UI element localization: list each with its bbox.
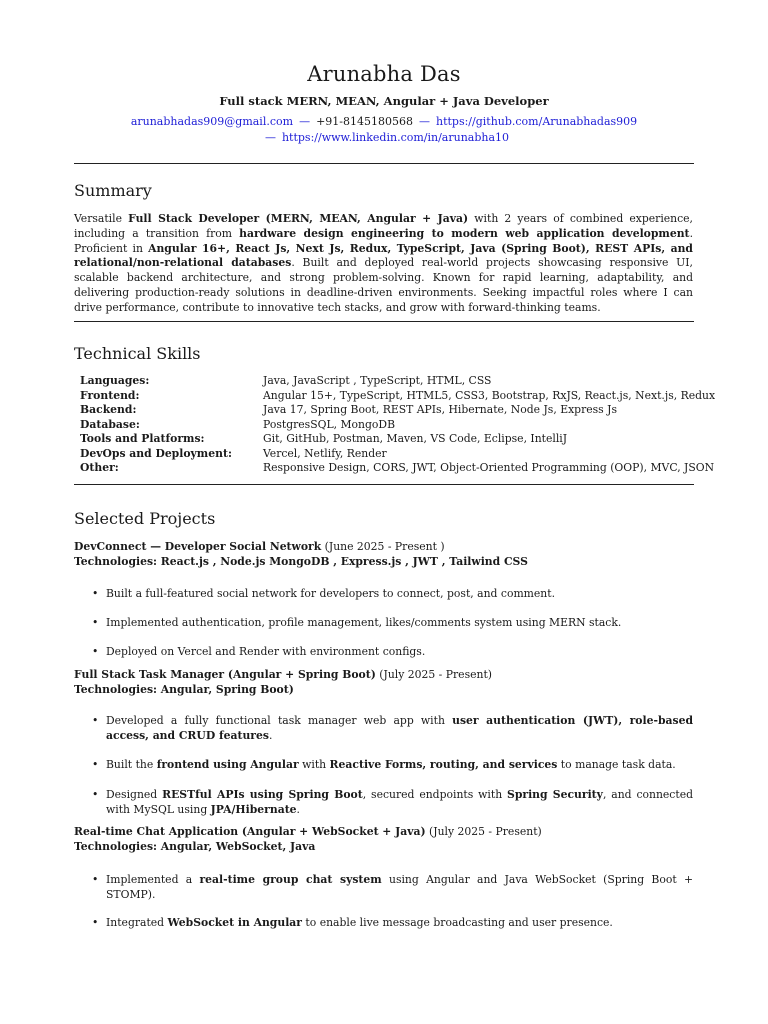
project-tech: Technologies: Angular, WebSocket, Java bbox=[74, 839, 316, 853]
bullet-text bbox=[106, 713, 693, 743]
bullet-bold: JPA/Hibernate bbox=[210, 803, 297, 816]
project-name: DevConnect — Developer Social Network bbox=[74, 540, 322, 553]
summary-part: . Built and deployed real-world projects showcasing responsive UI, scalable backend architecture, and strong problem-solving. Known for rapid learning, adaptability, and delivering production-ready solutions in deadline-driven environments. Seeking impactful roles where I can drive performance, contribute to innovative tech stacks, and grow with forward-thinking teams. bbox=[74, 256, 693, 314]
summary-part: Versatile bbox=[74, 212, 129, 225]
project-tech: Technologies: Angular, Spring Boot) bbox=[74, 682, 294, 696]
summary-part: with 2 years of combined experience, including a transition from bbox=[74, 212, 693, 240]
summary-text bbox=[74, 212, 693, 316]
project-header bbox=[74, 540, 528, 569]
separator: — bbox=[418, 115, 430, 128]
skill-row bbox=[80, 461, 715, 476]
skill-label: DevOps and Deployment: bbox=[80, 446, 232, 460]
project-bullet bbox=[92, 757, 693, 772]
summary-bold: Full Stack Developer (MERN, MEAN, Angular + Java) bbox=[128, 212, 469, 225]
candidate-title: Full stack MERN, MEAN, Angular + Java Developer bbox=[219, 94, 549, 108]
bullet-part: to manage task data. bbox=[557, 758, 676, 771]
skill-row bbox=[80, 432, 715, 447]
skill-value: Angular 15+, TypeScript, HTML5, CSS3, Bootstrap, RxJS, React.js, Next.js, Redux bbox=[263, 388, 716, 402]
github-link[interactable]: https://github.com/Arunabhadas909 bbox=[435, 115, 638, 128]
project-title-line bbox=[74, 540, 528, 555]
bullet-bold: user authentication (JWT), role-based access, and CRUD features bbox=[106, 714, 694, 742]
bullet-bold: frontend using Angular bbox=[156, 758, 299, 771]
bullet-icon: • bbox=[92, 916, 99, 929]
project-bullet bbox=[92, 872, 693, 902]
bullet-part: with bbox=[298, 758, 330, 771]
bullet-icon: • bbox=[92, 788, 99, 801]
separator: — bbox=[264, 131, 276, 144]
project-bullet bbox=[92, 713, 693, 743]
bullet-icon: • bbox=[92, 587, 99, 600]
divider bbox=[74, 163, 694, 164]
bullet-bold: real-time group chat system bbox=[199, 873, 382, 886]
bullet-part: using Angular and Java WebSocket (Spring Boot + STOMP). bbox=[106, 873, 693, 901]
bullet-text bbox=[106, 915, 693, 930]
bullet-text: Deployed on Vercel and Render with environment configs. bbox=[106, 645, 426, 658]
project-bullet bbox=[92, 586, 693, 601]
project-bullet bbox=[92, 915, 693, 930]
skills-table bbox=[80, 374, 715, 476]
bullet-icon: • bbox=[92, 616, 99, 629]
skill-value: Java, JavaScript , TypeScript, HTML, CSS bbox=[263, 374, 492, 387]
project-date: (July 2025 - Present) bbox=[425, 825, 542, 838]
project-bullet bbox=[92, 644, 693, 659]
project-bullet bbox=[92, 787, 693, 817]
bullet-part: , secured endpoints with bbox=[362, 788, 508, 801]
bullet-part: . bbox=[268, 729, 273, 742]
email-link[interactable]: arunabhadas909@gmail.com bbox=[130, 115, 294, 128]
bullet-text bbox=[106, 757, 693, 772]
bullet-bold: WebSocket in Angular bbox=[167, 916, 302, 929]
contact-line-2 bbox=[0, 131, 768, 144]
bullet-part: Developed a fully functional task manager web app with bbox=[106, 714, 453, 727]
summary-heading: Summary bbox=[74, 181, 152, 200]
skill-value: PostgresSQL, MongoDB bbox=[263, 417, 396, 431]
divider bbox=[74, 484, 694, 485]
skill-label: Frontend: bbox=[80, 388, 140, 402]
bullet-icon: • bbox=[92, 873, 99, 886]
skill-value: Java 17, Spring Boot, REST APIs, Hibernate, Node Js, Express Js bbox=[263, 403, 618, 416]
project-header bbox=[74, 668, 492, 697]
skill-row bbox=[80, 374, 715, 389]
skill-label: Languages: bbox=[80, 374, 150, 387]
project-title-line bbox=[74, 668, 492, 683]
bullet-icon: • bbox=[92, 714, 99, 727]
bullet-part: Designed bbox=[106, 788, 163, 801]
candidate-name: Arunabha Das bbox=[307, 62, 461, 86]
bullet-part: . bbox=[296, 803, 300, 816]
skill-label: Database: bbox=[80, 417, 140, 431]
project-bullet bbox=[92, 615, 693, 630]
skills-heading: Technical Skills bbox=[74, 344, 201, 363]
bullet-bold: Reactive Forms, routing, and services bbox=[329, 758, 558, 771]
bullet-icon: • bbox=[92, 758, 99, 771]
skill-row bbox=[80, 447, 715, 462]
skill-row bbox=[80, 403, 715, 418]
separator: — bbox=[299, 115, 311, 128]
skill-row bbox=[80, 418, 715, 433]
project-tech: Technologies: React.js , Node.js MongoDB , Express.js , JWT , Tailwind CSS bbox=[74, 554, 528, 568]
linkedin-link[interactable]: https://www.linkedin.com/in/arunabha10 bbox=[281, 131, 510, 144]
contact-line bbox=[0, 115, 768, 128]
skill-row bbox=[80, 389, 715, 404]
skill-label: Tools and Platforms: bbox=[80, 432, 205, 445]
bullet-icon: • bbox=[92, 645, 99, 658]
summary-bold: hardware design engineering to modern web application development bbox=[239, 226, 690, 240]
skill-value: Responsive Design, CORS, JWT, Object-Oriented Programming (OOP), MVC, JSON bbox=[263, 461, 715, 474]
skill-value: Vercel, Netlify, Render bbox=[263, 446, 387, 460]
project-date: (July 2025 - Present) bbox=[375, 668, 493, 681]
bullet-text: Built a full-featured social network for developers to connect, post, and comment. bbox=[106, 587, 556, 600]
divider bbox=[74, 321, 694, 322]
phone-number: +91-8145180568 bbox=[316, 115, 413, 128]
summary-bold: Angular 16+, React Js, Next Js, Redux, TypeScript, Java (Spring Boot), REST APIs, and relational/non-relational databases bbox=[74, 241, 693, 270]
bullet-part: , and connected with MySQL using bbox=[106, 788, 693, 816]
bullet-bold: Spring Security bbox=[507, 788, 603, 801]
project-title-line bbox=[74, 825, 542, 840]
skill-value: Git, GitHub, Postman, Maven, VS Code, Eclipse, IntelliJ bbox=[263, 432, 568, 445]
summary-part: . Proficient in bbox=[74, 226, 693, 255]
bullet-part: Built the bbox=[106, 758, 157, 771]
projects-heading: Selected Projects bbox=[74, 509, 216, 528]
project-name: Full Stack Task Manager (Angular + Spring Boot) bbox=[74, 668, 376, 681]
bullet-text bbox=[106, 787, 693, 817]
bullet-part: to enable live message broadcasting and user presence. bbox=[302, 916, 613, 929]
bullet-part: Implemented a bbox=[106, 873, 200, 886]
bullet-part: Integrated bbox=[106, 916, 168, 929]
project-name: Real-time Chat Application (Angular + WebSocket + Java) bbox=[74, 825, 426, 838]
bullet-bold: RESTful APIs using Spring Boot bbox=[162, 788, 363, 801]
bullet-text: Implemented authentication, profile management, likes/comments system using MERN stack. bbox=[106, 616, 622, 629]
project-header bbox=[74, 825, 542, 854]
skill-label: Other: bbox=[80, 461, 119, 474]
bullet-text bbox=[106, 872, 693, 902]
skill-label: Backend: bbox=[80, 403, 137, 416]
project-date: (June 2025 - Present ) bbox=[321, 540, 445, 553]
